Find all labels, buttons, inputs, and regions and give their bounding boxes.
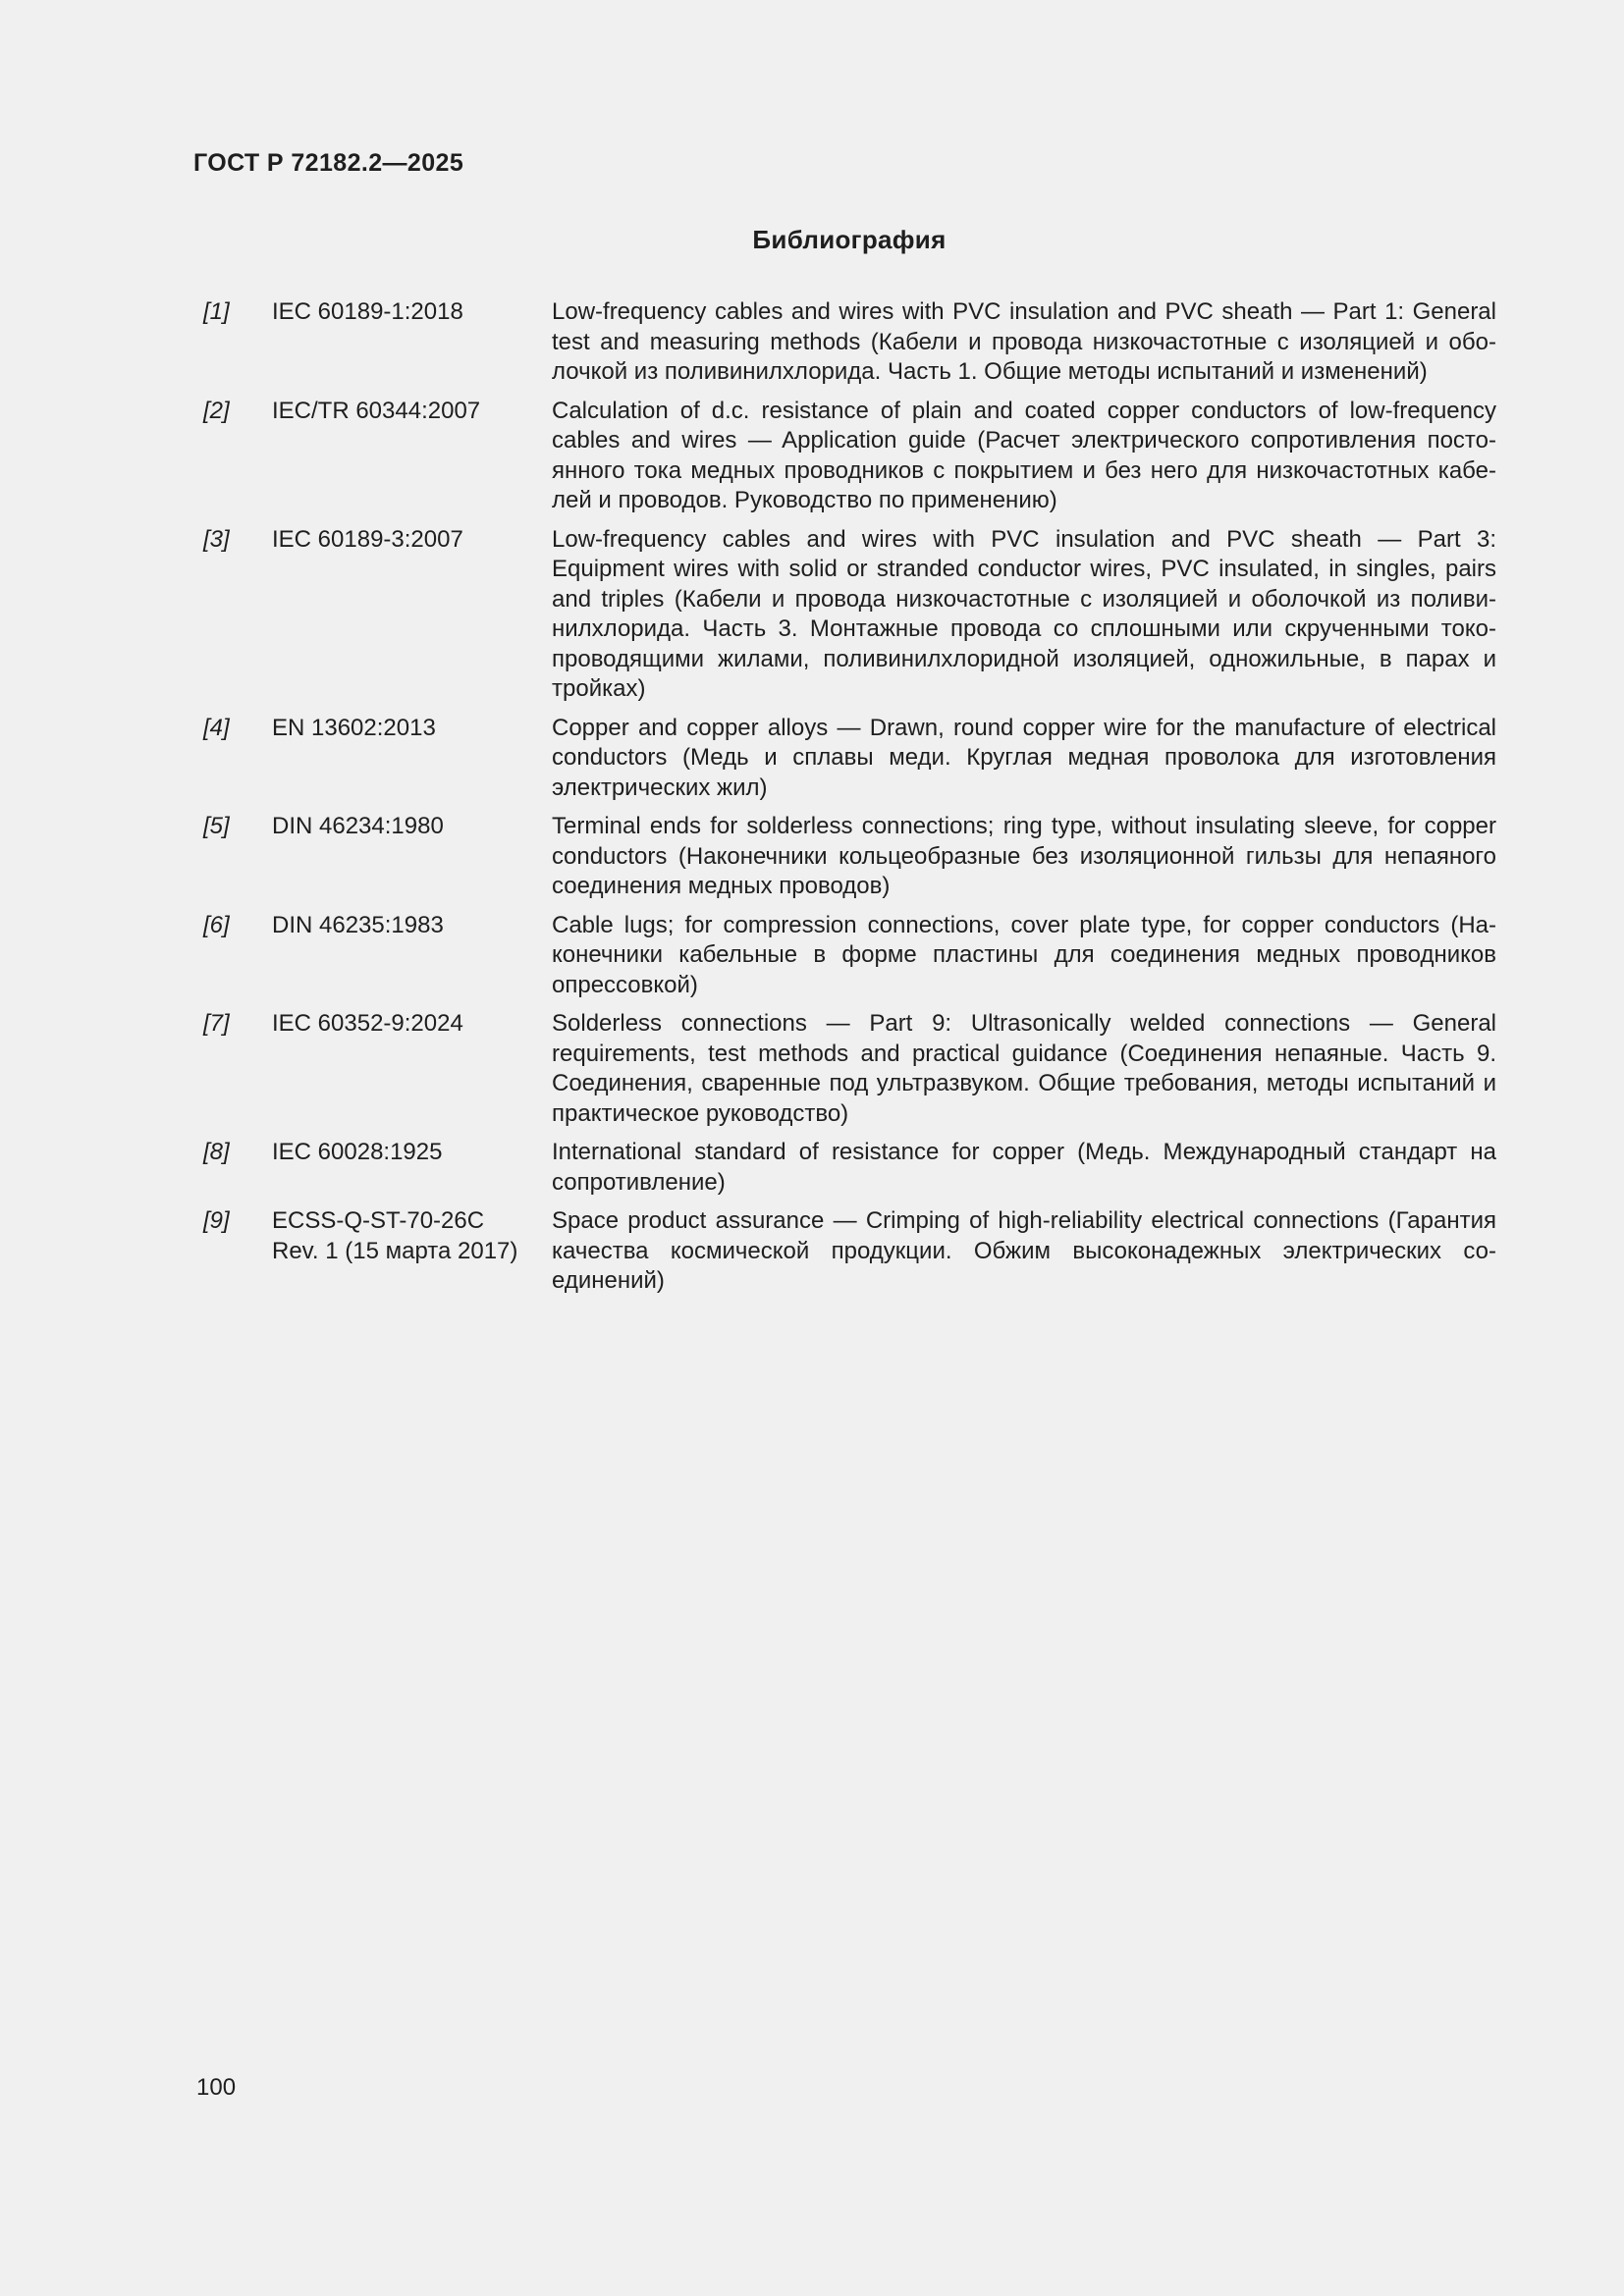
reference-entry-6	[193, 911, 1496, 1001]
reference-description: International standard of resistance for copper (Медь. Международный стандарт на сопротивление)	[552, 1139, 1496, 1196]
reference-entry-7	[193, 1009, 1496, 1129]
reference-entry-2	[193, 397, 1496, 516]
reference-description: Copper and copper alloys — Drawn, round copper wire for the manufacture of electrical conductors (Медь и сплавы меди. Круглая медная проволока для изготовления электрических жил)	[552, 714, 1496, 801]
reference-entry-5	[193, 812, 1496, 902]
reference-number: [2]	[203, 397, 230, 424]
reference-entry-8	[193, 1138, 1496, 1198]
reference-entry-3	[193, 525, 1496, 705]
reference-description: Solderless connections — Part 9: Ultrasonically welded connections — General requirements, test methods and practical guidance (Соединения непаяные. Часть 9. Соединения, сваренные под ультразвуком. Общие требования, методы испытаний и практическое руководство)	[552, 1010, 1496, 1127]
bibliography-list	[193, 297, 1496, 1306]
reference-standard-code: IEC 60028:1925	[272, 1139, 443, 1165]
reference-entry-1	[193, 297, 1496, 388]
reference-description: Calculation of d.c. resistance of plain and coated copper conductors of low-frequency cables and wires — Application guide (Расчет электрического сопротивления постоянного тока медных проводников с покрытием и без него для низкочастотных кабелей и проводов. Руководство по применению)	[552, 397, 1496, 513]
reference-standard-code: IEC 60189-1:2018	[272, 298, 463, 325]
reference-standard-code: ECSS-Q-ST-70-26C Rev. 1 (15 марта 2017)	[272, 1207, 518, 1264]
reference-number: [8]	[203, 1139, 230, 1165]
document-code-header: ГОСТ Р 72182.2—2025	[193, 149, 464, 177]
reference-standard-code: EN 13602:2013	[272, 714, 436, 741]
reference-description: Terminal ends for solderless connections; ring type, without insulating sleeve, for copper conductors (Наконечники кольцеобразные без изоляционной гильзы для непаяного соединения медных проводов)	[552, 813, 1496, 899]
reference-number: [4]	[203, 714, 230, 741]
reference-number: [5]	[203, 813, 230, 839]
reference-number: [6]	[203, 911, 230, 938]
section-title: Библиография	[752, 225, 947, 254]
reference-description: Low-frequency cables and wires with PVC insulation and PVC sheath — Part 3: Equipment wires with solid or stranded conductor wires, PVC insulated, in singles, pairs and triples (Кабели и провода низкочастотные с изоляцией и оболочкой из поливинилхлорида. Часть 3. Монтажные провода со сплошными или скрученными токопроводящими жилами, поливинилхлоридной изоляцией, одножильные, в парах и тройках)	[552, 525, 1496, 702]
reference-standard-code: IEC 60352-9:2024	[272, 1010, 463, 1037]
reference-standard-code: IEC 60189-3:2007	[272, 525, 463, 553]
reference-standard-code: IEC/TR 60344:2007	[272, 397, 481, 424]
reference-entry-4	[193, 714, 1496, 804]
reference-number: [1]	[203, 298, 230, 325]
reference-number: [9]	[203, 1207, 230, 1234]
reference-description: Low-frequency cables and wires with PVC insulation and PVC sheath — Part 1: General test and measuring methods (Кабели и провода низкочастотные с изоляцией и оболочкой из поливинилхлорида. Часть 1. Общие методы испытаний и изменений)	[552, 298, 1496, 385]
reference-description: Space product assurance — Crimping of high-reliability electrical connections (Гарантия качества космической продукции. Обжим высоконадежных электрических соединений)	[552, 1207, 1496, 1294]
reference-standard-code: DIN 46235:1983	[272, 911, 444, 938]
reference-number: [3]	[203, 525, 230, 553]
reference-entry-9	[193, 1206, 1496, 1297]
reference-number: [7]	[203, 1010, 230, 1037]
reference-description: Cable lugs; for compression connections, cover plate type, for copper conductors (Наконечники кабельные в форме пластины для соединения медных проводников опрессовкой)	[552, 911, 1496, 998]
reference-standard-code: DIN 46234:1980	[272, 813, 444, 839]
page-number: 100	[196, 2074, 237, 2101]
